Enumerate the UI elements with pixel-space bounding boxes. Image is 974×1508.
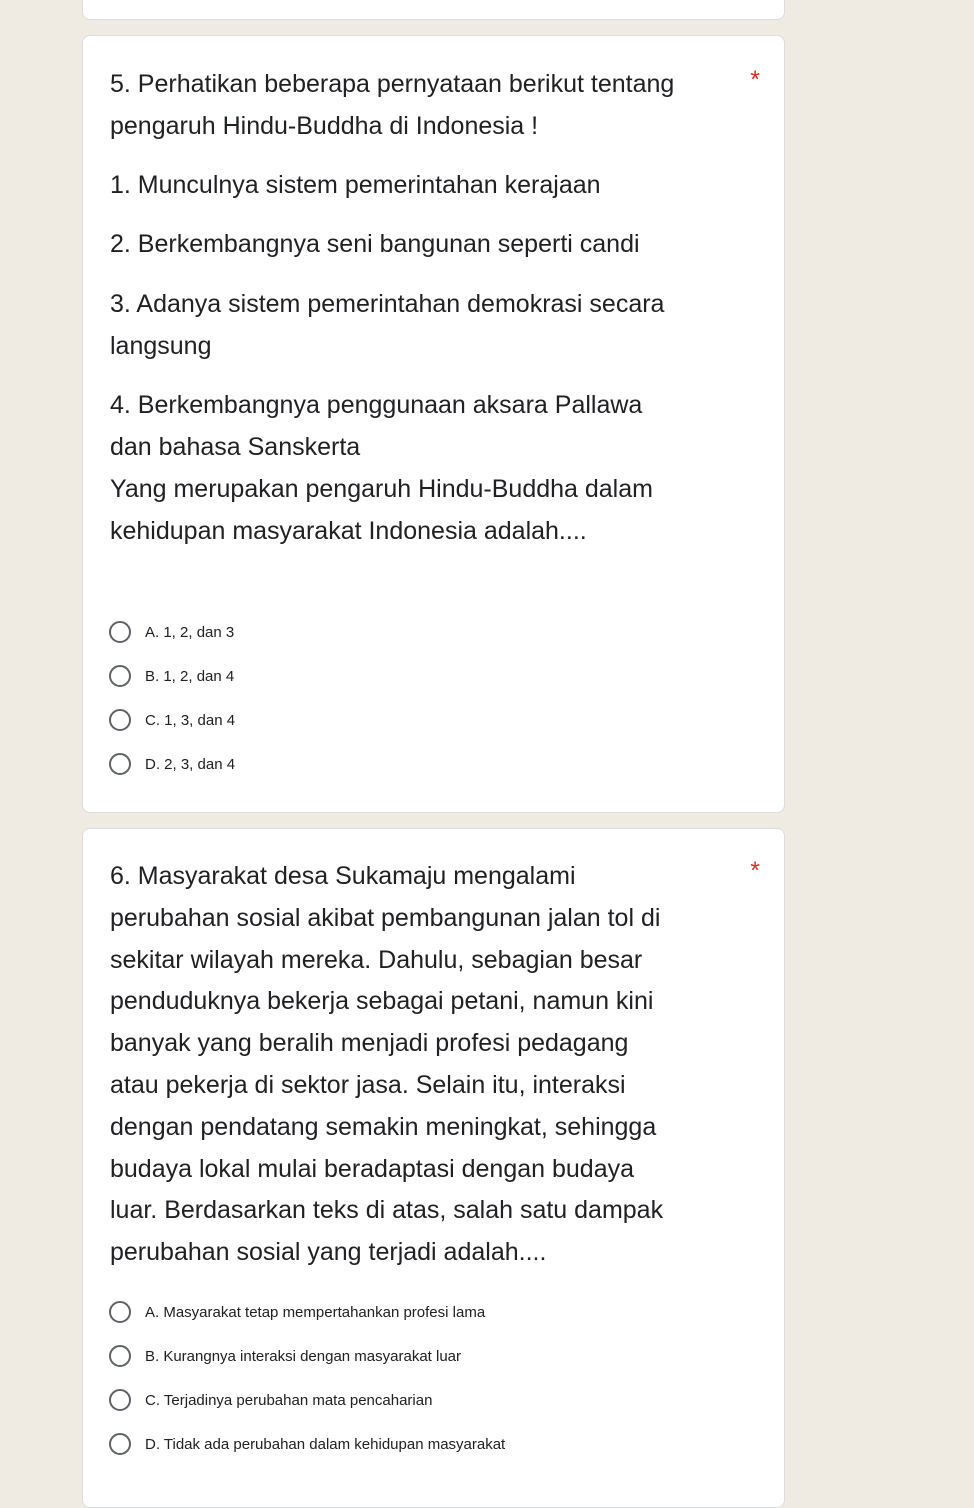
option-label: A. Masyarakat tetap mempertahankan profesi lama (145, 1303, 486, 1321)
option-a[interactable] (109, 1300, 485, 1324)
option-d[interactable] (109, 1432, 505, 1456)
radio-button[interactable] (109, 1389, 131, 1411)
question-line: banyak yang beralih menjadi profesi pedagang (110, 1029, 629, 1057)
question-card-6 (82, 828, 785, 1508)
radio-button[interactable] (109, 1301, 131, 1323)
question-line: pengaruh Hindu-Buddha di Indonesia ! (110, 112, 539, 140)
radio-button[interactable] (109, 709, 131, 731)
option-label: B. 1, 2, dan 4 (145, 667, 235, 685)
option-label: B. Kurangnya interaksi dengan masyarakat luar (145, 1347, 462, 1365)
question-statement-3-cont: langsung (110, 332, 212, 360)
question-statement-4: 4. Berkembangnya penggunaan aksara Pallawa (110, 391, 643, 419)
question-line: perubahan sosial yang terjadi adalah.... (110, 1238, 547, 1266)
option-c[interactable] (109, 708, 235, 732)
option-a[interactable] (109, 620, 234, 644)
required-asterisk: * (750, 857, 760, 885)
option-label: C. Terjadinya perubahan mata pencaharian (145, 1391, 433, 1409)
question-statement-2: 2. Berkembangnya seni bangunan seperti candi (110, 230, 640, 258)
option-label: A. 1, 2, dan 3 (145, 623, 235, 641)
question-card-5 (82, 35, 785, 813)
radio-button[interactable] (109, 1345, 131, 1367)
question-line: penduduknya bekerja sebagai petani, namun kini (110, 987, 654, 1015)
question-line: luar. Berdasarkan teks di atas, salah satu dampak (110, 1196, 664, 1224)
option-label: D. 2, 3, dan 4 (145, 755, 236, 773)
question-line: budaya lokal mulai beradaptasi dengan budaya (110, 1155, 634, 1183)
question-statement-4-cont: dan bahasa Sanskerta (110, 433, 361, 461)
option-label: D. Tidak ada perubahan dalam kehidupan masyarakat (145, 1435, 506, 1453)
option-c[interactable] (109, 1388, 432, 1412)
option-b[interactable] (109, 664, 234, 688)
question-line: perubahan sosial akibat pembangunan jalan tol di (110, 904, 661, 932)
required-asterisk: * (750, 66, 760, 94)
option-label: C. 1, 3, dan 4 (145, 711, 236, 729)
question-line: atau pekerja di sektor jasa. Selain itu, interaksi (110, 1071, 626, 1099)
option-d[interactable] (109, 752, 235, 776)
question-prompt: Yang merupakan pengaruh Hindu-Buddha dalam (110, 475, 653, 503)
radio-button[interactable] (109, 665, 131, 687)
radio-button[interactable] (109, 621, 131, 643)
question-line: 5. Perhatikan beberapa pernyataan berikut tentang (110, 70, 675, 98)
question-statement-3: 3. Adanya sistem pemerintahan demokrasi secara (110, 290, 665, 318)
option-b[interactable] (109, 1344, 461, 1368)
question-line: dengan pendatang semakin meningkat, sehingga (110, 1113, 657, 1141)
question-statement-1: 1. Munculnya sistem pemerintahan kerajaan (110, 171, 601, 199)
previous-question-card (82, 0, 785, 20)
radio-button[interactable] (109, 753, 131, 775)
question-line: 6. Masyarakat desa Sukamaju mengalami (110, 862, 576, 890)
question-prompt-cont: kehidupan masyarakat Indonesia adalah.... (110, 517, 587, 545)
question-line: sekitar wilayah mereka. Dahulu, sebagian besar (110, 946, 643, 974)
radio-button[interactable] (109, 1433, 131, 1455)
